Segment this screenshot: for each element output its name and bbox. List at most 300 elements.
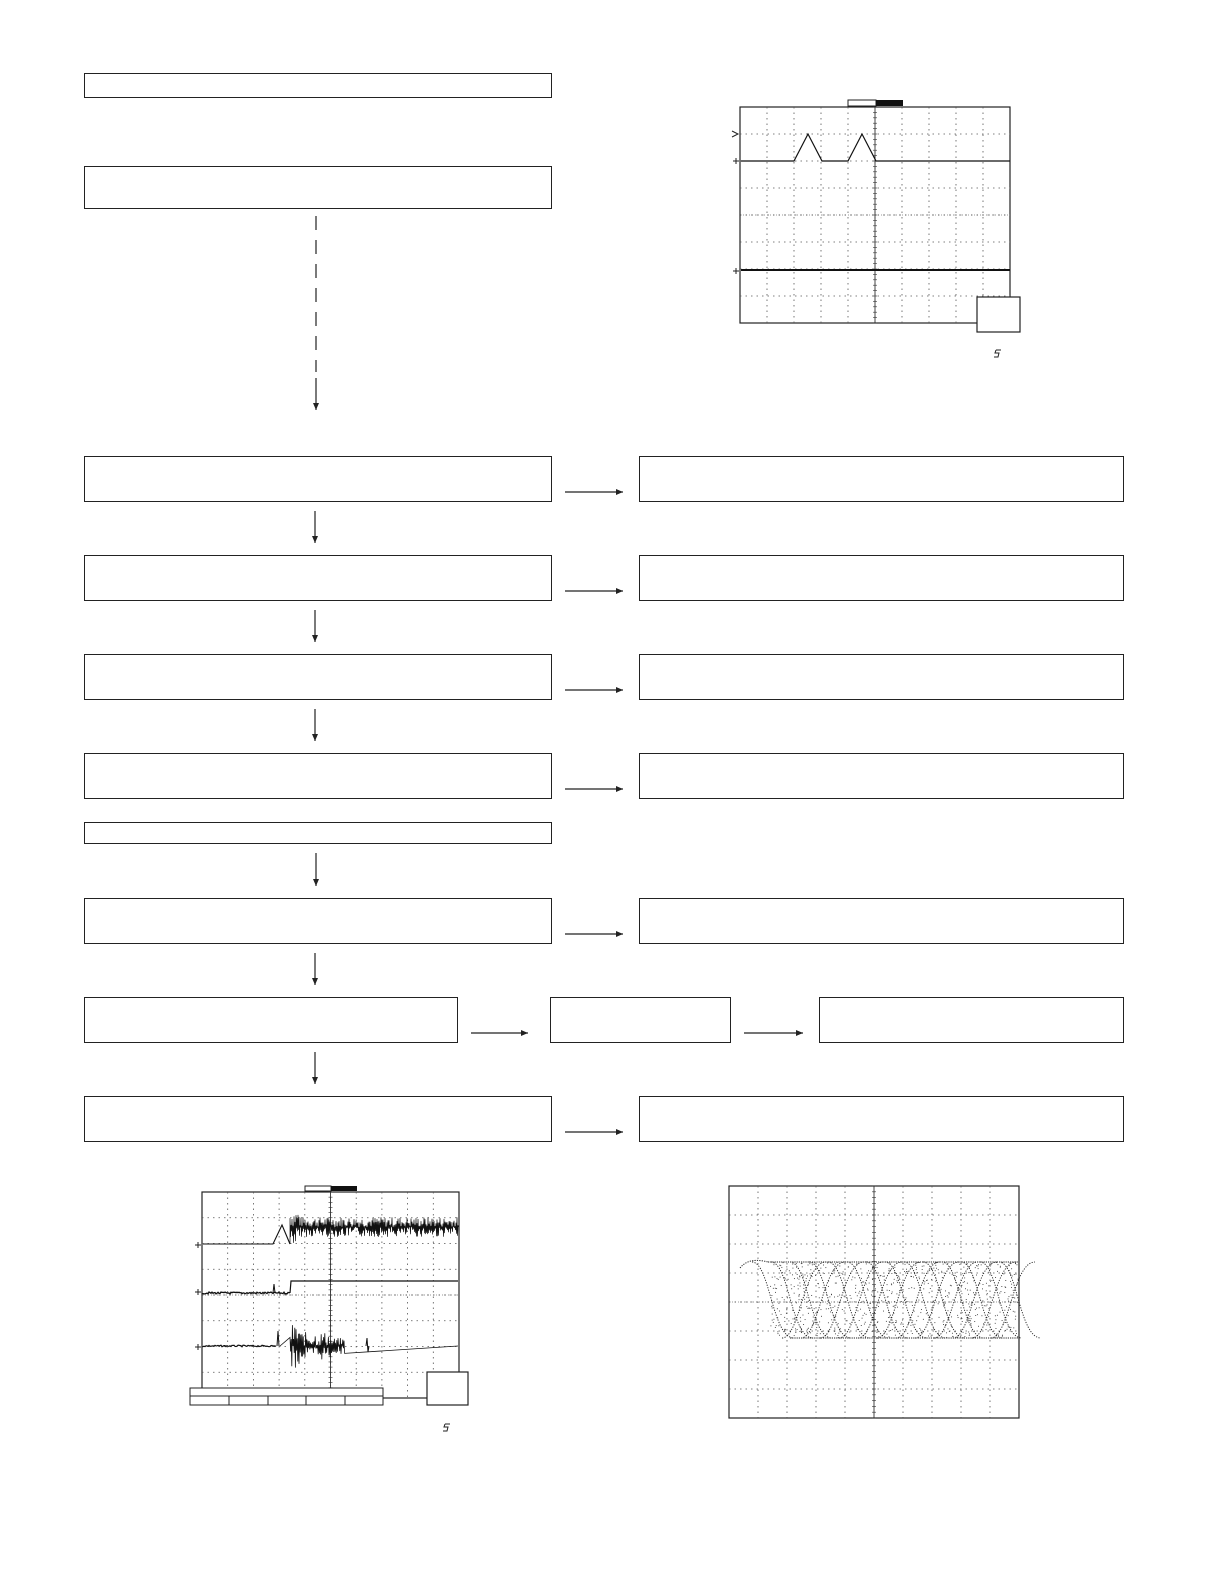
eye-noise bbox=[802, 1274, 803, 1275]
eye-noise bbox=[978, 1268, 979, 1269]
eye-noise bbox=[796, 1263, 797, 1264]
eye-noise bbox=[803, 1284, 804, 1285]
eye-noise bbox=[967, 1318, 968, 1319]
eye-noise bbox=[774, 1276, 775, 1277]
eye-noise bbox=[786, 1313, 787, 1314]
eye-noise bbox=[799, 1331, 800, 1332]
eye-noise bbox=[910, 1325, 911, 1326]
eye-noise bbox=[948, 1328, 949, 1329]
eye-noise bbox=[872, 1331, 873, 1332]
eye-noise bbox=[951, 1316, 952, 1317]
eye-noise bbox=[952, 1336, 953, 1337]
eye-noise bbox=[914, 1288, 915, 1289]
eye-noise bbox=[919, 1278, 920, 1279]
eye-noise bbox=[943, 1306, 944, 1307]
eye-noise bbox=[784, 1277, 785, 1278]
eye-noise bbox=[851, 1298, 852, 1299]
eye-noise bbox=[929, 1316, 930, 1317]
eye-noise bbox=[936, 1278, 937, 1279]
eye-noise bbox=[800, 1326, 801, 1327]
eye-noise bbox=[776, 1325, 777, 1326]
eye-noise bbox=[897, 1275, 898, 1276]
eye-noise bbox=[825, 1289, 826, 1290]
eye-noise bbox=[877, 1321, 878, 1322]
eye-noise bbox=[957, 1337, 958, 1338]
eye-noise bbox=[985, 1305, 986, 1306]
eye-noise bbox=[919, 1277, 920, 1278]
eye-noise bbox=[926, 1313, 927, 1314]
eye-noise bbox=[773, 1322, 774, 1323]
eye-noise bbox=[1000, 1291, 1001, 1292]
eye-noise bbox=[810, 1337, 811, 1338]
eye-noise bbox=[1014, 1274, 1015, 1275]
eye-noise bbox=[935, 1274, 936, 1275]
eye-noise bbox=[873, 1303, 874, 1304]
eye-noise bbox=[934, 1300, 935, 1301]
eye-noise bbox=[997, 1271, 998, 1272]
eye-noise bbox=[854, 1277, 855, 1278]
eye-noise bbox=[877, 1267, 878, 1268]
eye-noise bbox=[814, 1262, 815, 1263]
eye-noise bbox=[929, 1270, 930, 1271]
eye-noise bbox=[1008, 1315, 1009, 1316]
eye-noise bbox=[952, 1333, 953, 1334]
eye-noise bbox=[834, 1270, 835, 1271]
eye-noise bbox=[1014, 1312, 1015, 1313]
eye-noise bbox=[804, 1282, 805, 1283]
eye-noise bbox=[770, 1325, 771, 1326]
eye-noise bbox=[1017, 1302, 1018, 1303]
eye-noise bbox=[918, 1316, 919, 1317]
eye-noise bbox=[793, 1318, 794, 1319]
eye-noise bbox=[919, 1333, 920, 1334]
eye-noise bbox=[957, 1288, 958, 1289]
eye-noise bbox=[1005, 1322, 1006, 1323]
eye-noise bbox=[908, 1323, 909, 1324]
eye-noise bbox=[837, 1262, 838, 1263]
eye-noise bbox=[1013, 1327, 1014, 1328]
eye-noise bbox=[970, 1323, 971, 1324]
eye-noise bbox=[807, 1276, 808, 1277]
eye-noise bbox=[892, 1292, 893, 1293]
eye-noise bbox=[799, 1282, 800, 1283]
eye-noise bbox=[986, 1329, 987, 1330]
eye-noise bbox=[828, 1281, 829, 1282]
eye-noise bbox=[1009, 1263, 1010, 1264]
eye-noise bbox=[982, 1288, 983, 1289]
eye-noise bbox=[941, 1272, 942, 1273]
eye-noise bbox=[848, 1266, 849, 1267]
eye-noise bbox=[794, 1319, 795, 1320]
eye-noise bbox=[861, 1325, 862, 1326]
eye-noise bbox=[840, 1328, 841, 1329]
eye-noise bbox=[979, 1283, 980, 1284]
eye-noise bbox=[1006, 1319, 1007, 1320]
eye-noise bbox=[850, 1295, 851, 1296]
eye-noise bbox=[900, 1324, 901, 1325]
eye-noise bbox=[820, 1333, 821, 1334]
eye-noise bbox=[991, 1280, 992, 1281]
eye-noise bbox=[881, 1300, 882, 1301]
eye-noise bbox=[996, 1328, 997, 1329]
eye-noise bbox=[961, 1300, 962, 1301]
eye-noise bbox=[797, 1278, 798, 1279]
eye-noise bbox=[970, 1272, 971, 1273]
eye-noise bbox=[1011, 1287, 1012, 1288]
eye-noise bbox=[828, 1330, 829, 1331]
eye-noise bbox=[908, 1322, 909, 1323]
eye-noise bbox=[891, 1284, 892, 1285]
eye-noise bbox=[883, 1311, 884, 1312]
eye-noise bbox=[889, 1303, 890, 1304]
eye-noise bbox=[997, 1264, 998, 1265]
eye-noise bbox=[894, 1305, 895, 1306]
eye-noise bbox=[955, 1282, 956, 1283]
eye-noise bbox=[869, 1283, 870, 1284]
eye-noise bbox=[924, 1302, 925, 1303]
eye-noise bbox=[1011, 1268, 1012, 1269]
eye-noise bbox=[971, 1318, 972, 1319]
eye-noise bbox=[803, 1324, 804, 1325]
eye-noise bbox=[907, 1271, 908, 1272]
eye-noise bbox=[1010, 1274, 1011, 1275]
eye-noise bbox=[995, 1319, 996, 1320]
eye-noise bbox=[976, 1265, 977, 1266]
eye-noise bbox=[858, 1293, 859, 1294]
eye-noise bbox=[906, 1271, 907, 1272]
eye-noise bbox=[805, 1274, 806, 1275]
eye-noise bbox=[1005, 1330, 1006, 1331]
eye-noise bbox=[857, 1295, 858, 1296]
eye-noise bbox=[863, 1301, 864, 1302]
eye-noise bbox=[884, 1276, 885, 1277]
eye-noise bbox=[838, 1323, 839, 1324]
eye-noise bbox=[924, 1273, 925, 1274]
eye-noise bbox=[819, 1321, 820, 1322]
eye-noise bbox=[945, 1325, 946, 1326]
eye-noise bbox=[874, 1271, 875, 1272]
eye-noise bbox=[974, 1304, 975, 1305]
eye-noise bbox=[960, 1299, 961, 1300]
eye-noise bbox=[810, 1269, 811, 1270]
eye-noise bbox=[845, 1282, 846, 1283]
eye-noise bbox=[1017, 1284, 1018, 1285]
eye-noise bbox=[859, 1291, 860, 1292]
eye-noise bbox=[904, 1271, 905, 1272]
eye-noise bbox=[791, 1288, 792, 1289]
eye-noise bbox=[782, 1297, 783, 1298]
eye-noise bbox=[799, 1306, 800, 1307]
eye-noise bbox=[777, 1331, 778, 1332]
eye-noise bbox=[826, 1334, 827, 1335]
eye-noise bbox=[860, 1268, 861, 1269]
eye-noise bbox=[943, 1324, 944, 1325]
eye-noise bbox=[850, 1323, 851, 1324]
eye-noise bbox=[938, 1289, 939, 1290]
eye-noise bbox=[920, 1330, 921, 1331]
eye-noise bbox=[991, 1264, 992, 1265]
eye-noise bbox=[864, 1313, 865, 1314]
eye-noise bbox=[863, 1281, 864, 1282]
eye-noise bbox=[783, 1262, 784, 1263]
eye-noise bbox=[812, 1264, 813, 1265]
eye-noise bbox=[983, 1323, 984, 1324]
eye-noise bbox=[1014, 1298, 1015, 1299]
eye-noise bbox=[808, 1313, 809, 1314]
eye-noise bbox=[945, 1303, 946, 1304]
eye-noise bbox=[964, 1336, 965, 1337]
eye-noise bbox=[855, 1285, 856, 1286]
eye-noise bbox=[857, 1310, 858, 1311]
eye-noise bbox=[986, 1294, 987, 1295]
eye-noise bbox=[923, 1265, 924, 1266]
eye-noise bbox=[963, 1332, 964, 1333]
eye-noise bbox=[777, 1299, 778, 1300]
eye-noise bbox=[932, 1302, 933, 1303]
eye-noise bbox=[943, 1320, 944, 1321]
eye-noise bbox=[931, 1336, 932, 1337]
eye-noise bbox=[968, 1303, 969, 1304]
eye-noise bbox=[860, 1309, 861, 1310]
eye-noise bbox=[1004, 1310, 1005, 1311]
eye-noise bbox=[788, 1279, 789, 1280]
eye-noise bbox=[974, 1321, 975, 1322]
eye-noise bbox=[957, 1315, 958, 1316]
eye-noise bbox=[1010, 1327, 1011, 1328]
eye-noise bbox=[944, 1304, 945, 1305]
eye-noise bbox=[945, 1290, 946, 1291]
eye-noise bbox=[847, 1320, 848, 1321]
eye-noise bbox=[962, 1293, 963, 1294]
eye-noise bbox=[1015, 1263, 1016, 1264]
eye-noise bbox=[800, 1321, 801, 1322]
eye-noise bbox=[938, 1334, 939, 1335]
eye-noise bbox=[891, 1283, 892, 1284]
eye-noise bbox=[906, 1269, 907, 1270]
eye-noise bbox=[823, 1287, 824, 1288]
eye-noise bbox=[978, 1326, 979, 1327]
eye-noise bbox=[835, 1263, 836, 1264]
eye-noise bbox=[964, 1281, 965, 1282]
eye-noise bbox=[971, 1303, 972, 1304]
eye-noise bbox=[889, 1317, 890, 1318]
eye-noise bbox=[874, 1281, 875, 1282]
eye-noise bbox=[902, 1320, 903, 1321]
eye-noise bbox=[839, 1295, 840, 1296]
eye-noise bbox=[778, 1333, 779, 1334]
eye-noise bbox=[770, 1286, 771, 1287]
eye-noise bbox=[833, 1316, 834, 1317]
eye-noise bbox=[781, 1314, 782, 1315]
eye-noise bbox=[834, 1331, 835, 1332]
eye-noise bbox=[899, 1279, 900, 1280]
eye-noise bbox=[918, 1300, 919, 1301]
eye-noise bbox=[1013, 1301, 1014, 1302]
eye-noise bbox=[805, 1319, 806, 1320]
eye-noise bbox=[922, 1266, 923, 1267]
eye-noise bbox=[843, 1278, 844, 1279]
eye-noise bbox=[943, 1299, 944, 1300]
eye-noise bbox=[772, 1277, 773, 1278]
eye-noise bbox=[888, 1317, 889, 1318]
eye-noise bbox=[803, 1277, 804, 1278]
eye-noise bbox=[802, 1263, 803, 1264]
eye-noise bbox=[872, 1291, 873, 1292]
eye-noise bbox=[775, 1327, 776, 1328]
eye-noise bbox=[794, 1278, 795, 1279]
eye-noise bbox=[903, 1326, 904, 1327]
eye-noise bbox=[868, 1277, 869, 1278]
eye-noise bbox=[777, 1308, 778, 1309]
eye-noise bbox=[962, 1303, 963, 1304]
eye-noise bbox=[772, 1320, 773, 1321]
eye-noise bbox=[798, 1285, 799, 1286]
eye-noise bbox=[778, 1279, 779, 1280]
eye-noise bbox=[967, 1321, 968, 1322]
eye-noise bbox=[911, 1276, 912, 1277]
eye-noise bbox=[795, 1332, 796, 1333]
eye-noise bbox=[842, 1273, 843, 1274]
eye-noise bbox=[999, 1293, 1000, 1294]
eye-noise bbox=[797, 1274, 798, 1275]
eye-noise bbox=[952, 1274, 953, 1275]
eye-noise bbox=[799, 1310, 800, 1311]
eye-noise bbox=[932, 1306, 933, 1307]
eye-noise bbox=[819, 1270, 820, 1271]
eye-noise bbox=[868, 1290, 869, 1291]
eye-noise bbox=[916, 1267, 917, 1268]
eye-noise bbox=[804, 1295, 805, 1296]
eye-noise bbox=[778, 1303, 779, 1304]
eye-noise bbox=[803, 1315, 804, 1316]
eye-noise bbox=[816, 1327, 817, 1328]
eye-noise bbox=[771, 1300, 772, 1301]
eye-noise bbox=[780, 1277, 781, 1278]
eye-noise bbox=[959, 1264, 960, 1265]
eye-noise bbox=[799, 1276, 800, 1277]
eye-noise bbox=[944, 1305, 945, 1306]
eye-noise bbox=[951, 1326, 952, 1327]
eye-noise bbox=[774, 1284, 775, 1285]
eye-noise bbox=[830, 1303, 831, 1304]
eye-noise bbox=[834, 1329, 835, 1330]
eye-noise bbox=[905, 1264, 906, 1265]
eye-noise bbox=[1015, 1316, 1016, 1317]
eye-noise bbox=[827, 1301, 828, 1302]
eye-noise bbox=[834, 1306, 835, 1307]
eye-noise bbox=[967, 1310, 968, 1311]
eye-noise bbox=[927, 1280, 928, 1281]
eye-noise bbox=[917, 1262, 918, 1263]
eye-noise bbox=[946, 1313, 947, 1314]
eye-noise bbox=[938, 1269, 939, 1270]
eye-noise bbox=[909, 1288, 910, 1289]
eye-noise bbox=[923, 1288, 924, 1289]
eye-noise bbox=[975, 1309, 976, 1310]
eye-noise bbox=[871, 1295, 872, 1296]
eye-noise bbox=[990, 1266, 991, 1267]
eye-noise bbox=[995, 1315, 996, 1316]
eye-noise bbox=[778, 1325, 779, 1326]
eye-noise bbox=[838, 1276, 839, 1277]
eye-noise bbox=[859, 1320, 860, 1321]
eye-noise bbox=[847, 1298, 848, 1299]
eye-noise bbox=[978, 1284, 979, 1285]
eye-noise bbox=[827, 1263, 828, 1264]
eye-noise bbox=[907, 1333, 908, 1334]
eye-noise bbox=[846, 1320, 847, 1321]
eye-noise bbox=[893, 1306, 894, 1307]
eye-noise bbox=[806, 1278, 807, 1279]
eye-noise bbox=[824, 1273, 825, 1274]
eye-noise bbox=[813, 1323, 814, 1324]
eye-noise bbox=[987, 1293, 988, 1294]
eye-noise bbox=[961, 1285, 962, 1286]
eye-noise bbox=[880, 1275, 881, 1276]
eye-noise bbox=[951, 1285, 952, 1286]
eye-noise bbox=[884, 1333, 885, 1334]
eye-noise bbox=[915, 1265, 916, 1266]
eye-noise bbox=[894, 1279, 895, 1280]
eye-noise bbox=[806, 1302, 807, 1303]
eye-noise bbox=[779, 1335, 780, 1336]
eye-noise bbox=[799, 1294, 800, 1295]
eye-noise bbox=[868, 1270, 869, 1271]
eye-noise bbox=[815, 1266, 816, 1267]
eye-noise bbox=[786, 1309, 787, 1310]
eye-noise bbox=[971, 1305, 972, 1306]
eye-noise bbox=[836, 1276, 837, 1277]
eye-noise bbox=[1000, 1266, 1001, 1267]
eye-noise bbox=[813, 1302, 814, 1303]
eye-noise bbox=[979, 1307, 980, 1308]
eye-noise bbox=[995, 1323, 996, 1324]
eye-noise bbox=[975, 1267, 976, 1268]
eye-noise bbox=[934, 1322, 935, 1323]
eye-noise bbox=[792, 1264, 793, 1265]
eye-noise bbox=[946, 1337, 947, 1338]
eye-noise bbox=[896, 1322, 897, 1323]
eye-noise bbox=[866, 1314, 867, 1315]
eye-noise bbox=[1009, 1270, 1010, 1271]
eye-noise bbox=[872, 1267, 873, 1268]
eye-noise bbox=[829, 1296, 830, 1297]
eye-noise bbox=[773, 1288, 774, 1289]
eye-noise bbox=[950, 1285, 951, 1286]
eye-noise bbox=[804, 1291, 805, 1292]
eye-noise bbox=[813, 1317, 814, 1318]
eye-noise bbox=[923, 1281, 924, 1282]
eye-noise bbox=[936, 1268, 937, 1269]
eye-noise bbox=[889, 1324, 890, 1325]
eye-noise bbox=[1002, 1262, 1003, 1263]
eye-noise bbox=[1000, 1312, 1001, 1313]
eye-noise bbox=[969, 1335, 970, 1336]
eye-noise bbox=[933, 1268, 934, 1269]
eye-noise bbox=[967, 1283, 968, 1284]
eye-noise bbox=[817, 1335, 818, 1336]
eye-noise bbox=[1000, 1303, 1001, 1304]
eye-noise bbox=[987, 1299, 988, 1300]
eye-noise bbox=[808, 1328, 809, 1329]
eye-noise bbox=[799, 1299, 800, 1300]
eye-noise bbox=[777, 1278, 778, 1279]
eye-noise bbox=[923, 1319, 924, 1320]
eye-noise bbox=[835, 1283, 836, 1284]
eye-noise bbox=[922, 1269, 923, 1270]
eye-noise bbox=[984, 1305, 985, 1306]
eye-noise bbox=[1006, 1306, 1007, 1307]
